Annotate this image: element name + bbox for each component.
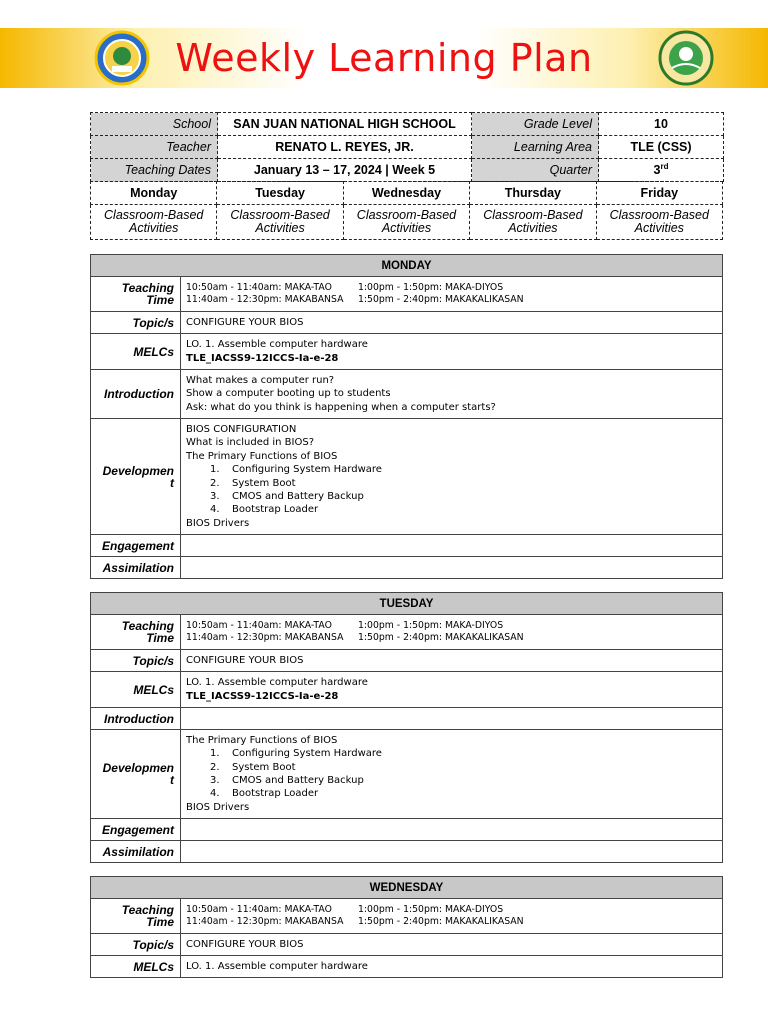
topic-label: Topic/s <box>91 650 181 672</box>
teacher-value: RENATO L. REYES, JR. <box>218 136 472 159</box>
teaching-time-label: Teaching Time <box>91 899 181 934</box>
melcs-value: LO. 1. Assemble computer hardware TLE_IACSS9-12ICCS-Ia-e-28 <box>181 672 723 708</box>
day-title: MONDAY <box>91 255 723 277</box>
development-value: BIOS CONFIGURATION What is included in BIOS? The Primary Functions of BIOS 1. Configuring System Hardware 2. System Boot 3. CMOS and Battery Backup 4. Bootstrap Loader BIOS Drivers <box>181 419 723 535</box>
development-value: The Primary Functions of BIOS 1. Configuring System Hardware 2. System Boot 3. CMOS and Battery Backup 4. Bootstrap Loader BIOS Drivers <box>181 730 723 819</box>
weekday-tuesday: Tuesday <box>217 182 343 205</box>
activity-cell: Classroom-Based Activities <box>217 205 343 240</box>
quarter-label: Quarter <box>472 159 599 182</box>
area-value: TLE (CSS) <box>599 136 724 159</box>
header-banner <box>0 28 768 88</box>
weekday-monday: Monday <box>91 182 217 205</box>
melcs-label: MELCs <box>91 334 181 370</box>
teaching-time-label: Teaching Time <box>91 615 181 650</box>
school-seal-icon <box>654 30 718 86</box>
dates-value: January 13 – 17, 2024 | Week 5 <box>218 159 472 182</box>
topic-value: CONFIGURE YOUR BIOS <box>181 650 723 672</box>
area-label: Learning Area <box>472 136 599 159</box>
teaching-time-value: 10:50am - 11:40am: MAKA-TAO 1:00pm - 1:50pm: MAKA-DIYOS 11:40am - 12:30pm: MAKABANSA 1:50pm - 2:40pm: MAKAKALIKASAN <box>181 899 723 934</box>
weekday-table <box>90 181 723 240</box>
wednesday-table <box>90 876 723 978</box>
engagement-value <box>181 535 723 557</box>
melcs-value: LO. 1. Assemble computer hardware <box>181 956 723 978</box>
teacher-label: Teacher <box>91 136 218 159</box>
topic-value: CONFIGURE YOUR BIOS <box>181 312 723 334</box>
weekday-friday: Friday <box>596 182 722 205</box>
monday-table <box>90 254 723 579</box>
assimilation-value <box>181 841 723 863</box>
introduction-label: Introduction <box>91 708 181 730</box>
introduction-label: Introduction <box>91 370 181 419</box>
development-label: Developmen t <box>91 419 181 535</box>
tuesday-table <box>90 592 723 863</box>
grade-value: 10 <box>599 113 724 136</box>
engagement-value <box>181 819 723 841</box>
school-value: SAN JUAN NATIONAL HIGH SCHOOL <box>218 113 472 136</box>
activity-cell: Classroom-Based Activities <box>343 205 469 240</box>
dates-label: Teaching Dates <box>91 159 218 182</box>
weekday-thursday: Thursday <box>470 182 596 205</box>
melcs-label: MELCs <box>91 956 181 978</box>
quarter-value: 3rd <box>599 159 724 182</box>
day-title: WEDNESDAY <box>91 877 723 899</box>
topic-value: CONFIGURE YOUR BIOS <box>181 934 723 956</box>
teaching-time-label: Teaching Time <box>91 277 181 312</box>
activity-cell: Classroom-Based Activities <box>470 205 596 240</box>
page-title: Weekly Learning Plan <box>175 36 593 80</box>
grade-label: Grade Level <box>472 113 599 136</box>
introduction-value: What makes a computer run? Show a computer booting up to students Ask: what do you think is happening when a computer starts? <box>181 370 723 419</box>
teaching-time-value: 10:50am - 11:40am: MAKA-TAO 1:00pm - 1:50pm: MAKA-DIYOS 11:40am - 12:30pm: MAKABANSA 1:50pm - 2:40pm: MAKAKALIKASAN <box>181 615 723 650</box>
engagement-label: Engagement <box>91 535 181 557</box>
school-label: School <box>91 113 218 136</box>
activity-cell: Classroom-Based Activities <box>596 205 722 240</box>
topic-label: Topic/s <box>91 312 181 334</box>
engagement-label: Engagement <box>91 819 181 841</box>
assimilation-value <box>181 557 723 579</box>
info-table <box>90 112 724 182</box>
assimilation-label: Assimilation <box>91 841 181 863</box>
day-title: TUESDAY <box>91 593 723 615</box>
assimilation-label: Assimilation <box>91 557 181 579</box>
activity-cell: Classroom-Based Activities <box>91 205 217 240</box>
introduction-value <box>181 708 723 730</box>
weekday-wednesday: Wednesday <box>343 182 469 205</box>
development-label: Developmen t <box>91 730 181 819</box>
melcs-label: MELCs <box>91 672 181 708</box>
teaching-time-value: 10:50am - 11:40am: MAKA-TAO 1:00pm - 1:50pm: MAKA-DIYOS 11:40am - 12:30pm: MAKABANSA 1:50pm - 2:40pm: MAKAKALIKASAN <box>181 277 723 312</box>
topic-label: Topic/s <box>91 934 181 956</box>
melcs-value: LO. 1. Assemble computer hardware TLE_IACSS9-12ICCS-Ia-e-28 <box>181 334 723 370</box>
